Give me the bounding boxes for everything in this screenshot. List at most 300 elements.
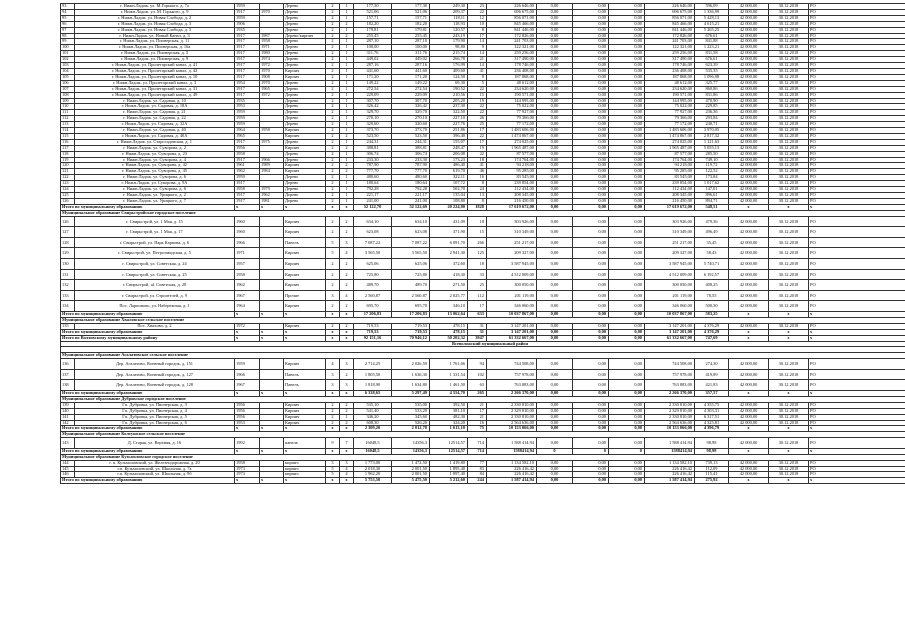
cell-col-16: 236,36 (695, 110, 729, 116)
cell-col-3: 1980 (260, 51, 284, 57)
cell-col-5: 2 (326, 408, 340, 414)
cell-col-12: 0,00 (537, 390, 573, 396)
table-row (61, 104, 905, 110)
cell-col-0: 106 (61, 80, 75, 86)
cell-col-11: 310 349,00 (487, 227, 537, 238)
cell-col-17: 42 000,00 (729, 51, 769, 57)
cell-col-4: Кирпич (284, 248, 326, 259)
cell-col-19: РО (809, 169, 905, 175)
cell-col-11: 77 927,00 (487, 110, 537, 116)
cell-col-0: 112 (61, 116, 75, 122)
cell-col-12: 0,00 (537, 104, 573, 110)
cell-col-1: г. Нижн.Ладож. ул. Пролетарский канал, д. 10 (75, 74, 235, 80)
cell-col-12: 0,00 (537, 259, 573, 270)
cell-col-7: 233,30 (354, 157, 392, 163)
cell-col-7: 373,70 (354, 128, 392, 134)
cell-col-15: 226 416,42 (645, 466, 695, 472)
cell-col-14: 0,00 (609, 204, 645, 210)
cell-col-16: 58,43 (695, 248, 729, 259)
cell-col-9: 69,30 (430, 80, 468, 86)
cell-col-19: РО (809, 145, 905, 151)
cell-col-19: РО (809, 290, 905, 301)
cell-col-5: 2 (326, 259, 340, 270)
cell-col-6: х (340, 426, 354, 432)
table-row (61, 280, 905, 291)
table-row (61, 4, 905, 10)
cell-col-6: 2 (340, 259, 354, 270)
cell-col-13: 0,00 (573, 380, 609, 391)
cell-col-17: 42 000,00 (729, 472, 769, 478)
cell-col-0: 141 (61, 414, 75, 420)
cell-col-1: г. Нижн.Ладож. ул. Пионерская, д. 16а (75, 45, 235, 51)
cell-col-9: 431,09 (430, 216, 468, 227)
cell-col-7: 388,81 (354, 145, 392, 151)
cell-col-19: РО (809, 98, 905, 104)
cell-col-17: х (729, 329, 769, 335)
cell-col-16: 1 121,63 (695, 139, 729, 145)
cell-col-3: 1972 (260, 92, 284, 98)
cell-col-16: 408,25 (695, 280, 729, 291)
cell-col-12: 0,00 (537, 9, 573, 15)
cell-col-15: 346 060,00 (645, 301, 695, 312)
cell-col-18: 30.12.2018 (769, 68, 809, 74)
cell-col-13: 0,00 (573, 104, 609, 110)
cell-col-10: 18 (468, 216, 487, 227)
table-row (61, 57, 905, 63)
cell-col-9: 98,80 (430, 45, 468, 51)
cell-col-15: 696 675,00 (645, 9, 695, 15)
cell-col-10: 22 (468, 104, 487, 110)
cell-col-11: 3 587 945,00 (487, 259, 537, 270)
cell-col-2: 1956 (235, 402, 260, 408)
cell-col-12: 0,00 (537, 80, 573, 86)
cell-col-9: 486,40 (430, 163, 468, 169)
cell-col-19: РО (809, 139, 905, 145)
table-row (61, 33, 905, 39)
cell-col-13: 0,00 (573, 248, 609, 259)
cell-col-10: 21 (468, 57, 487, 63)
cell-col-4: Панель (284, 380, 326, 391)
cell-col-7: 441,60 (354, 68, 392, 74)
cell-col-17: 42 000,00 (729, 408, 769, 414)
cell-col-3 (260, 248, 284, 259)
cell-col-15: 757 978,00 (645, 369, 695, 380)
cell-col-2: 1972 (235, 323, 260, 329)
cell-col-5: 2 (326, 104, 340, 110)
cell-col-11: 17 619 672,00 (487, 204, 537, 210)
cell-col-7: 3 565,50 (354, 248, 392, 259)
cell-col-4: Дерево (284, 21, 326, 27)
cell-col-13: 0,00 (573, 329, 609, 335)
cell-col-12: 0,00 (537, 169, 573, 175)
cell-col-10: 8 (468, 181, 487, 187)
cell-col-16: 1 096,98 (695, 74, 729, 80)
cell-col-2: 1958 (235, 187, 260, 193)
cell-col-15: 172 826,00 (645, 33, 695, 39)
cell-col-10: 15 (468, 92, 487, 98)
cell-col-11: 2 330 810,00 (487, 402, 537, 408)
cell-col-7: 149,22 (354, 80, 392, 86)
cell-col-17: 42 000,00 (729, 80, 769, 86)
cell-col-8: 5 475,50 (392, 478, 430, 484)
cell-col-4: Кирпич (284, 280, 326, 291)
cell-col-5: 2 (326, 139, 340, 145)
cell-col-17: х (729, 478, 769, 484)
cell-col-18: 30.12.2018 (769, 408, 809, 414)
cell-col-4: Дерево (284, 181, 326, 187)
cell-col-2: 1953 (235, 104, 260, 110)
cell-col-0: 97 (61, 27, 75, 33)
cell-col-4: х (284, 390, 326, 396)
cell-col-12: 0,00 (537, 216, 573, 227)
cell-col-12: 0,00 (537, 380, 573, 391)
cell-col-10: 22 (468, 133, 487, 139)
cell-col-16: 535,35 (695, 68, 729, 74)
cell-col-12: 0,00 (537, 181, 573, 187)
cell-col-14: 0,00 (609, 45, 645, 51)
cell-col-12: 0,00 (537, 187, 573, 193)
cell-col-7: 270,10 (354, 116, 392, 122)
cell-col-16: 78,55 (695, 290, 729, 301)
cell-col-6: 2 (340, 163, 354, 169)
cell-col-15: 17 619 672,00 (645, 204, 695, 210)
cell-col-11: 95 285,00 (487, 169, 537, 175)
cell-col-13: 0,00 (573, 193, 609, 199)
cell-col-5: 2 (326, 402, 340, 408)
cell-col-9: 322,11 (430, 175, 468, 181)
cell-col-8: 287,10 (392, 39, 430, 45)
cell-col-9: 381,10 (430, 408, 468, 414)
cell-col-2: 1917 (235, 57, 260, 63)
cell-col-10: 17 (468, 301, 487, 312)
cell-col-6: 4 (340, 248, 354, 259)
cell-col-19: х (809, 329, 905, 335)
cell-col-6: 1 (340, 80, 354, 86)
cell-col-9: 249,30 (430, 4, 468, 10)
cell-col-11: 2 330 810,00 (487, 414, 537, 420)
cell-col-11: 856 071,00 (487, 15, 537, 21)
cell-col-6: 1 (340, 414, 354, 420)
cell-col-17: 42 000,00 (729, 198, 769, 204)
cell-col-15: 317 490,00 (645, 57, 695, 63)
cell-col-19: РО (809, 248, 905, 259)
cell-col-10: 33 (468, 269, 487, 280)
table-row (61, 269, 905, 280)
cell-col-14: 0,00 (609, 116, 645, 122)
cell-col-7: 180,64 (354, 181, 392, 187)
cell-col-16: 676,61 (695, 57, 729, 63)
cell-col-19: РО (809, 68, 905, 74)
cell-col-18: 30.12.2018 (769, 39, 809, 45)
cell-col-15: 2 329 810,00 (645, 408, 695, 414)
cell-col-18: 30.12.2018 (769, 290, 809, 301)
cell-col-16: 860,86 (695, 86, 729, 92)
cell-col-12: 0,00 (537, 74, 573, 80)
cell-col-12: 0,00 (537, 45, 573, 51)
cell-col-9: 20 224,80 (430, 204, 468, 210)
cell-col-6: 1 (340, 74, 354, 80)
cell-col-2: 1906 (235, 21, 260, 27)
cell-col-17: 42 000,00 (729, 181, 769, 187)
cell-col-13: 0,00 (573, 280, 609, 291)
cell-col-11: 190 571,00 (487, 92, 537, 98)
cell-col-9: 478,15 (430, 323, 468, 329)
cell-col-0: 124 (61, 187, 75, 193)
cell-col-8: 7 087,22 (392, 237, 430, 248)
table-row (61, 259, 905, 270)
cell-col-8: 241,00 (392, 198, 430, 204)
cell-col-11: 4 512 009,00 (487, 269, 537, 280)
cell-col-12: 0,00 (537, 369, 573, 380)
table-row (61, 63, 905, 69)
cell-col-13: 0,00 (573, 39, 609, 45)
cell-col-9: 190,52 (430, 86, 468, 92)
cell-col-14: 0,00 (609, 193, 645, 199)
cell-col-9: 206,08 (430, 151, 468, 157)
cell-col-7: 255,45 (354, 33, 392, 39)
cell-col-5: х (326, 335, 340, 341)
cell-col-1: Пос. Ларионово, ул. Набережная, д. 1 (75, 301, 235, 312)
cell-col-2: 1960 (235, 227, 260, 238)
cell-col-17: 42 000,00 (729, 92, 769, 98)
cell-col-5: 2 (326, 57, 340, 63)
cell-col-9: 619,70 (430, 169, 468, 175)
cell-col-13: 0,00 (573, 92, 609, 98)
cell-col-13: 0,00 (573, 438, 609, 449)
cell-col-16: 4 355,75 (695, 402, 729, 408)
cell-col-17: 42 000,00 (729, 116, 769, 122)
cell-col-16: 115,41 (695, 472, 729, 478)
cell-col-11: 241 703,00 (487, 39, 537, 45)
cell-col-0: 111 (61, 110, 75, 116)
cell-col-0: 136 (61, 359, 75, 370)
cell-col-13: 0,00 (573, 216, 609, 227)
cell-col-11: 2 266 370,00 (487, 390, 537, 396)
cell-col-11: 303 926,00 (487, 216, 537, 227)
cell-col-15: 83 545,00 (645, 175, 695, 181)
cell-col-13: 0,00 (573, 9, 609, 15)
cell-col-10: 21 (468, 414, 487, 420)
cell-col-4: Кирпич (284, 169, 326, 175)
cell-col-8: 179,81 (392, 27, 430, 33)
cell-col-0: 107 (61, 86, 75, 92)
cell-col-2: 1917 (235, 33, 260, 39)
cell-col-15: 4 512 009,00 (645, 269, 695, 280)
cell-col-6: х (340, 448, 354, 454)
group-title: Муниципальное образование Колтушское сельское поселение (61, 432, 905, 438)
cell-col-8: 287,16 (392, 63, 430, 69)
cell-col-5: 2 (326, 216, 340, 227)
cell-col-5: 2 (326, 227, 340, 238)
cell-col-7: 320,60 (354, 122, 392, 128)
cell-col-17: 42 000,00 (729, 438, 769, 449)
cell-col-0: Итого по муниципальному образованию (61, 311, 235, 317)
cell-col-19: РО (809, 39, 905, 45)
table-row (61, 51, 905, 57)
cell-col-19: х (809, 204, 905, 210)
cell-col-9: 12514,57 (430, 438, 468, 449)
cell-col-12: 0,00 (537, 151, 573, 157)
cell-col-4: Кирпич (284, 163, 326, 169)
cell-col-17: 42 000,00 (729, 133, 769, 139)
cell-col-19: РО (809, 80, 905, 86)
cell-col-14: 0,00 (609, 86, 645, 92)
table-row (61, 74, 905, 80)
cell-col-18: 30.12.2018 (769, 359, 809, 370)
cell-col-3: 1962 (260, 193, 284, 199)
cell-col-14: 0,00 (609, 466, 645, 472)
cell-col-8: 2 560,87 (392, 290, 430, 301)
cell-col-16: 229,85 (695, 104, 729, 110)
cell-col-3 (260, 280, 284, 291)
cell-col-4: Дерево (284, 9, 326, 15)
cell-col-17: 42 000,00 (729, 187, 769, 193)
cell-col-4: Кирпич (284, 216, 326, 227)
cell-col-6: 1 (340, 139, 354, 145)
cell-col-9: 322,50 (430, 110, 468, 116)
cell-col-5: 2 (326, 68, 340, 74)
cell-col-17: 42 000,00 (729, 466, 769, 472)
cell-col-4: Кирпич (284, 227, 326, 238)
cell-col-4: Дерево (284, 80, 326, 86)
cell-col-8: 229,09 (392, 92, 430, 98)
cell-col-12: 0,00 (537, 57, 573, 63)
cell-col-15: 3 147 201,00 (645, 323, 695, 329)
cell-col-2: 1917 (235, 63, 260, 69)
cell-col-3: 1965 (260, 86, 284, 92)
cell-col-7: 792,28 (354, 187, 392, 193)
cell-col-14: 0,00 (609, 39, 645, 45)
cell-col-5: 2 (326, 86, 340, 92)
cell-col-14: 0,00 (609, 380, 645, 391)
cell-col-6: 2 (340, 216, 354, 227)
cell-col-7: 17 206,83 (354, 311, 392, 317)
cell-col-14: 0,00 (609, 27, 645, 33)
cell-col-4: Кирпич (284, 414, 326, 420)
cell-col-6: 2 (340, 21, 354, 27)
cell-col-7: 1 818,90 (354, 380, 392, 391)
cell-col-15: 310 349,00 (645, 227, 695, 238)
cell-col-14: 0,00 (609, 74, 645, 80)
cell-col-16: 147,01 (695, 187, 729, 193)
cell-col-4: Дерево (284, 98, 326, 104)
cell-col-17: 42 000,00 (729, 169, 769, 175)
cell-col-15: 226 416,42 (645, 472, 695, 478)
cell-col-17: х (729, 390, 769, 396)
cell-col-2: 1917 (235, 157, 260, 163)
cell-col-8: 17 206,83 (392, 311, 430, 317)
cell-col-4: Дерево (284, 193, 326, 199)
cell-col-12: 0,00 (537, 68, 573, 74)
cell-col-6: х (340, 329, 354, 335)
cell-col-1: г. Свирьстрой, ул. Советская, д. 24 (75, 259, 235, 270)
cell-col-18: 30.12.2018 (769, 9, 809, 15)
cell-col-6: х (340, 335, 354, 341)
cell-col-11: 696 675,00 (487, 9, 537, 15)
cell-col-0: Итого по муниципальному образованию (61, 478, 235, 484)
cell-col-0: 115 (61, 133, 75, 139)
cell-col-5: 2 (326, 301, 340, 312)
cell-col-9: 271,50 (430, 280, 468, 291)
cell-col-5: 2 (326, 193, 340, 199)
cell-col-5: 2 (326, 323, 340, 329)
cell-col-19: РО (809, 237, 905, 248)
cell-col-9: 205,20 (430, 98, 468, 104)
cell-col-2: 1917 (235, 92, 260, 98)
cell-col-5: 2 (326, 414, 340, 420)
cell-col-13: 0,00 (573, 460, 609, 466)
cell-col-18: 30.12.2018 (769, 92, 809, 98)
cell-col-13: 0,00 (573, 290, 609, 301)
table-row (61, 9, 905, 15)
cell-col-19: РО (809, 33, 905, 39)
cell-col-3: 1966 (260, 157, 284, 163)
cell-col-5: 2 (326, 269, 340, 280)
cell-col-2: х (235, 204, 260, 210)
cell-col-8: 787,90 (392, 163, 430, 169)
cell-col-6: х (340, 204, 354, 210)
cell-col-10: 31 (468, 323, 487, 329)
cell-col-4: Кирпич (284, 301, 326, 312)
cell-col-18: 30.12.2018 (769, 414, 809, 420)
cell-col-13: 0,00 (573, 74, 609, 80)
cell-col-15: 144 995,00 (645, 98, 695, 104)
cell-col-14: 0,00 (609, 311, 645, 317)
cell-col-11: 841 446,00 (487, 27, 537, 33)
cell-col-12: 0 (537, 448, 573, 454)
cell-col-4: Кирпич (284, 68, 326, 74)
cell-col-7: 625,06 (354, 259, 392, 270)
cell-col-18: 30.12.2018 (769, 45, 809, 51)
cell-col-0: Итого по муниципальному образованию (61, 204, 235, 210)
cell-col-12: 0,00 (537, 193, 573, 199)
cell-col-2: 1961 (235, 163, 260, 169)
cell-col-11: 239 854,00 (487, 181, 537, 187)
cell-col-6: 2 (340, 301, 354, 312)
cell-col-13: 0,00 (573, 390, 609, 396)
cell-col-7: 244,31 (354, 139, 392, 145)
cell-col-14: 0,00 (609, 57, 645, 63)
cell-col-8: 157,71 (392, 15, 430, 21)
cell-col-16: 275,92 (695, 478, 729, 484)
cell-col-0: 109 (61, 98, 75, 104)
cell-col-1: г. Нижн.Ладож. ул. М. Горького, д. 9 (75, 9, 235, 15)
cell-col-14: 0,00 (609, 163, 645, 169)
cell-col-18: 30.12.2018 (769, 21, 809, 27)
cell-col-3: 1979 (260, 187, 284, 193)
cell-col-19: х (809, 448, 905, 454)
cell-col-6: 1 (340, 68, 354, 74)
cell-col-0: 131 (61, 269, 75, 280)
cell-col-19: РО (809, 193, 905, 199)
cell-col-3: 1972 (260, 63, 284, 69)
cell-col-0: 116 (61, 139, 75, 145)
cell-col-7: 725,80 (354, 269, 392, 280)
cell-col-14: 0,00 (609, 280, 645, 291)
cell-col-10: 5 (468, 80, 487, 86)
cell-col-19: РО (809, 15, 905, 21)
cell-col-2: 1959 (235, 110, 260, 116)
cell-col-7: 695,70 (354, 301, 392, 312)
cell-col-1: г. Нижн.Ладож. ул. Садовая, д. 32А (75, 122, 235, 128)
cell-col-14: 0,00 (609, 104, 645, 110)
cell-col-12: 0,00 (537, 4, 573, 10)
cell-col-14: 0,00 (609, 9, 645, 15)
cell-col-12: 0,00 (537, 438, 573, 449)
cell-col-10: 22 (468, 9, 487, 15)
table-row (61, 122, 905, 128)
cell-col-12: 0,00 (537, 237, 573, 248)
